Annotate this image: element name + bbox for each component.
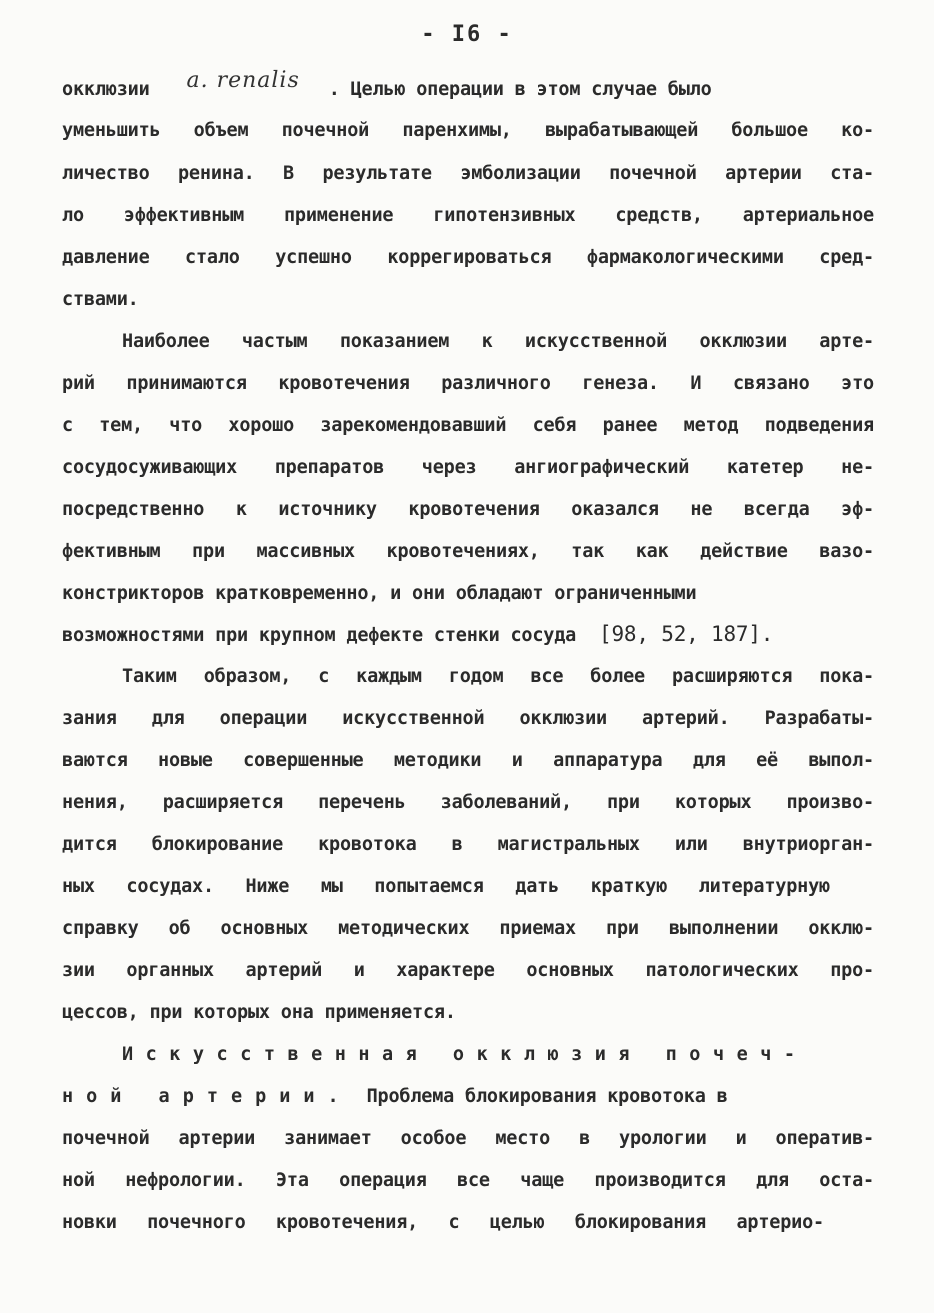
text-line-3: личество ренина. В результате эмболизации почечной артерии ста- <box>62 163 874 184</box>
section-heading-line-1: Искусственная окклюзия почеч- <box>122 1044 808 1065</box>
text-line-19: дится блокирование кровотока в магистральных или внутриорган- <box>62 834 874 855</box>
text-line-14 <box>62 617 874 651</box>
text-line-1 <box>62 68 874 106</box>
text-line-21: справку об основных методических приемах при выполнении окклю- <box>62 918 874 939</box>
text-line-8: рий принимаются кровотечения различного генеза. И связано это <box>62 373 874 394</box>
section-heading-line-2 <box>62 1080 874 1114</box>
text-line-10: сосудосуживающих препаратов через ангиографический катетер не- <box>62 457 874 478</box>
text-line-17: ваются новые совершенные методики и аппаратура для её выпол- <box>62 750 874 771</box>
text-line-11: посредственно к источнику кровотечения оказался не всегда эф- <box>62 499 874 520</box>
text-line-7: Наиболее частым показанием к искусственной окклюзии арте- <box>122 331 874 352</box>
text-segment: возможностями при крупном дефекте стенки сосуда <box>62 625 577 646</box>
text-line-5: давление стало успешно коррегироваться фармакологическими сред- <box>62 247 874 268</box>
text-line-2: уменьшить объем почечной паренхимы, вырабатывающей большое ко- <box>62 120 874 141</box>
handwritten-annotation: a. renalis <box>186 68 300 93</box>
text-line-9: с тем, что хорошо зарекомендовавший себя ранее метод подведения <box>62 415 874 436</box>
text-segment: Проблема блокирования кровотока в <box>366 1086 728 1107</box>
citation-reference: [98, 52, 187]. <box>599 622 774 646</box>
text-line-6: ствами. <box>62 289 139 310</box>
text-segment: . Целью операции в этом случае было <box>328 79 712 100</box>
text-line-18: нения, расширяется перечень заболеваний, при которых произво- <box>62 792 874 813</box>
text-line-12: фективным при массивных кровотечениях, так как действие вазо- <box>62 541 874 562</box>
section-heading-text: ной артерии. <box>62 1086 352 1107</box>
text-line-20: ных сосудах. Ниже мы попытаемся дать краткую литературную <box>62 876 830 897</box>
text-line-16: зания для операции искусственной окклюзии артерий. Разрабаты- <box>62 708 874 729</box>
text-line-4: ло эффективным применение гипотензивных средств, артериальное <box>62 205 874 226</box>
text-line-22: зии органных артерий и характере основных патологических про- <box>62 960 874 981</box>
text-line-15: Таким образом, с каждым годом все более расширяются пока- <box>122 666 874 687</box>
text-line-13: констрикторов кратковременно, и они обладают ограниченными <box>62 583 697 604</box>
text-line-28: новки почечного кровотечения, с целью блокирования артерио- <box>62 1212 824 1233</box>
text-line-23: цессов, при которых она применяется. <box>62 1002 456 1023</box>
page-number: - I6 - <box>421 22 513 47</box>
text-line-27: ной нефрологии. Эта операция все чаще производится для оста- <box>62 1170 874 1191</box>
text-line-26: почечной артерии занимает особое место в урологии и оператив- <box>62 1128 874 1149</box>
text-segment: окклюзии <box>62 79 150 100</box>
